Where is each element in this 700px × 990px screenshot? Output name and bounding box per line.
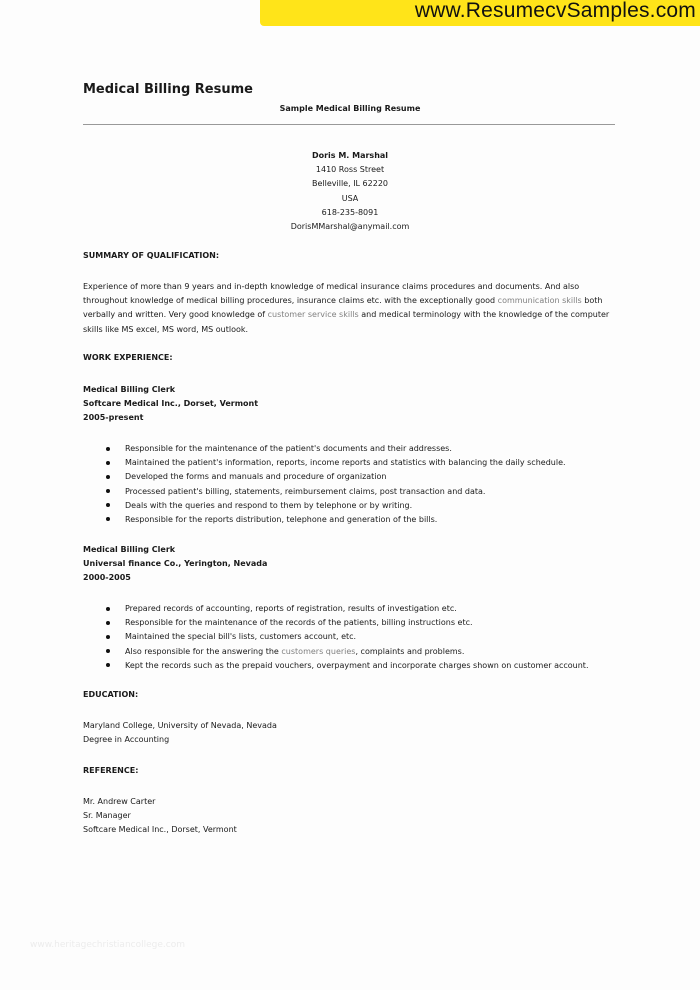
watermark-text: www.heritagechristiancollege.com xyxy=(30,940,185,950)
summary-text-3: and medical terminology with the knowledge of the computer skills like MS excel, MS word, MS outlook. xyxy=(83,310,610,334)
duty-item: Maintained the patient's information, reports, income reports and statistics with balancing the daily schedule. xyxy=(83,456,566,470)
customer-service-skills-link[interactable]: customer service skills xyxy=(267,310,359,320)
duty-text: , complaints and problems. xyxy=(355,646,465,656)
reference-block xyxy=(83,795,237,838)
education-block xyxy=(83,719,277,747)
education-school: Maryland College, University of Nevada, Nevada xyxy=(83,721,277,730)
job-company: Softcare Medical Inc., Dorset, Vermont xyxy=(83,399,259,409)
job-company: Universal finance Co., Yerington, Nevada xyxy=(83,559,268,569)
education-heading: EDUCATION: xyxy=(83,690,139,699)
communication-skills-link[interactable]: communication skills xyxy=(497,296,582,306)
duty-item: Deals with the queries and respond to them by telephone or by writing. xyxy=(83,499,566,513)
work-heading: WORK EXPERIENCE: xyxy=(83,353,173,362)
summary-paragraph xyxy=(83,280,618,337)
resume-title: Medical Billing Resume xyxy=(83,82,253,97)
education-degree: Degree in Accounting xyxy=(83,735,170,745)
duty-item: Maintained the special bill's lists, customers account, etc. xyxy=(83,630,588,644)
summary-text-2: both verbally and written. Very good knowledge of xyxy=(83,296,603,320)
duty-item xyxy=(83,645,588,659)
job-header-2 xyxy=(83,543,267,586)
job-1-duties xyxy=(83,442,566,527)
duty-item: Responsible for the maintenance of the records of the patients, billing instructions etc. xyxy=(83,616,588,630)
reference-position: Sr. Manager xyxy=(83,811,131,821)
contact-email: DorisMMarshal@anymail.com xyxy=(290,221,410,231)
duty-item: Responsible for the reports distribution, telephone and generation of the bills. xyxy=(83,513,566,527)
summary-heading: SUMMARY OF QUALIFICATION: xyxy=(83,251,220,260)
contact-country: USA xyxy=(341,193,359,203)
job-title: Medical Billing Clerk xyxy=(83,385,176,394)
duty-item: Developed the forms and manuals and procedure of organization xyxy=(83,470,566,484)
duty-item: Kept the records such as the prepaid vouchers, overpayment and incorporate charges shown on customer account. xyxy=(83,659,588,673)
site-url[interactable]: www.ResumecvSamples.com xyxy=(414,0,696,22)
job-period: 2000-2005 xyxy=(83,573,131,583)
job-title: Medical Billing Clerk xyxy=(83,545,176,554)
duty-item: Prepared records of accounting, reports of registration, results of investigation etc. xyxy=(83,602,588,616)
job-period: 2005-present xyxy=(83,413,144,423)
header-divider xyxy=(83,124,615,125)
customers-queries-link[interactable]: customers queries xyxy=(281,646,356,656)
job-2-duties xyxy=(83,602,588,673)
resume-subtitle: Sample Medical Billing Resume xyxy=(279,104,421,113)
contact-street: 1410 Ross Street xyxy=(315,165,385,175)
duty-item: Processed patient's billing, statements, reimbursement claims, post transaction and data. xyxy=(83,485,566,499)
contact-name: Doris M. Marshal xyxy=(311,151,389,160)
contact-block xyxy=(0,149,700,234)
contact-phone: 618-235-8091 xyxy=(321,207,379,217)
summary-text-1: Experience of more than 9 years and in-depth knowledge of medical insurance claims procedures and documents. And also throughout knowledge of medical billing procedures, insurance claims etc. with the exceptionally good xyxy=(83,282,580,306)
contact-city: Belleville, IL 62220 xyxy=(312,179,388,189)
job-header-1 xyxy=(83,383,258,426)
site-banner xyxy=(260,0,700,26)
reference-company: Softcare Medical Inc., Dorset, Vermont xyxy=(83,825,237,835)
duty-item: Responsible for the maintenance of the patient's documents and their addresses. xyxy=(83,442,566,456)
reference-heading: REFERENCE: xyxy=(83,766,139,775)
duty-text: Also responsible for the answering the xyxy=(125,646,282,656)
reference-name: Mr. Andrew Carter xyxy=(83,797,156,806)
